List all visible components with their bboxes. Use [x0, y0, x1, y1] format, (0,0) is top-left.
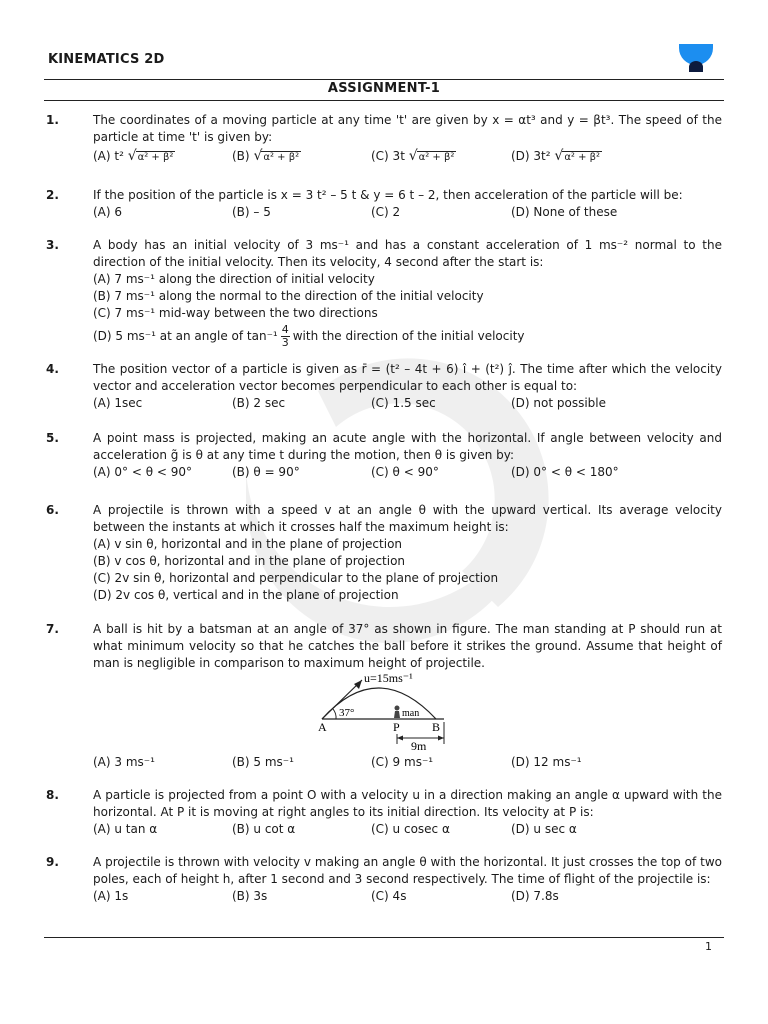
- option-a: (A) 1sec: [93, 396, 143, 410]
- question-stem: A projectile is thrown with a speed v at an angle θ with the upward vertical. Its average velocity between the instants at which it crosses half the maximum height is:: [93, 503, 722, 534]
- option-b: (B) 5 ms⁻¹: [232, 755, 294, 769]
- fraction: $\frac{4}{3}$: [281, 323, 289, 349]
- option-d: (D) 7.8s: [511, 889, 559, 903]
- option-d: (D) not possible: [511, 396, 607, 410]
- header-rule: [44, 79, 724, 80]
- footer-rule: [44, 937, 724, 938]
- question-number: 1.: [46, 113, 59, 127]
- option-a: (A) 0° < θ < 90°: [93, 465, 192, 479]
- options-row: [93, 464, 722, 481]
- question-number: 7.: [46, 622, 59, 636]
- option-c: (C) 4s: [371, 889, 407, 903]
- angle-arc: [333, 709, 336, 719]
- option-c: (C) 2: [371, 205, 401, 219]
- option-b: (B) u cot α: [232, 822, 296, 836]
- option-b: (B) v cos θ, horizontal and in the plane of projection: [93, 554, 406, 568]
- unacademy-logo-icon: [679, 44, 713, 74]
- option-c: (C) 1.5 sec: [371, 396, 436, 410]
- option-d: (D) 5 ms⁻¹ at an angle of tan⁻¹ $\frac{4}{3}$ with the direction of the initial velocity: [93, 323, 525, 349]
- question-stem: A projectile is thrown with velocity v making an angle θ with the horizontal. It just crosses the top of two poles, each of height h, after 1 second and 3 second respectively. The time of flight of the projectile is:: [93, 855, 722, 886]
- option-b: (B) – 5: [232, 205, 271, 219]
- options-row: [93, 395, 722, 412]
- question-stem: A point mass is projected, making an acute angle with the horizontal. If angle between velocity and acceleration g̃ is θ at any time t during the motion, then θ is given by:: [93, 431, 722, 462]
- option-c: (C) θ < 90°: [371, 465, 439, 479]
- option-c: (C) 2v sin θ, horizontal and perpendicular to the plane of projection: [93, 571, 499, 585]
- point-a-label: A: [318, 720, 327, 734]
- options-row: [93, 204, 722, 221]
- question-stem: The position vector of a particle is given as r̄ = (t² – 4t + 6) î + (t²) ĵ. The time after which the velocity vector and acceleration vector becomes perpendicular to each other is equal to:: [93, 362, 722, 393]
- option-c: (C) u cosec α: [371, 822, 450, 836]
- assignment-title: ASSIGNMENT-1: [327, 81, 441, 96]
- option-a: (A) 7 ms⁻¹ along the direction of initial velocity: [93, 272, 375, 286]
- question-number: 4.: [46, 362, 59, 376]
- option-b: (B) 7 ms⁻¹ along the normal to the direction of the initial velocity: [93, 289, 484, 303]
- man-label: man: [402, 708, 420, 719]
- assignment-rule: [44, 100, 724, 101]
- page-header-title: KINEMATICS 2D: [48, 52, 165, 67]
- option-d: (D) 3t² √α² + β²: [511, 148, 601, 164]
- arrowhead: [354, 680, 362, 689]
- option-b: (B) 2 sec: [232, 396, 286, 410]
- question-number: 8.: [46, 788, 59, 802]
- question-stem: If the position of the particle is x = 3 t² – 5 t & y = 6 t – 2, then acceleration of the particle will be:: [93, 188, 683, 202]
- option-b: (B) θ = 90°: [232, 465, 300, 479]
- option-c: (C) 9 ms⁻¹: [371, 755, 434, 769]
- option-d: (D) None of these: [511, 205, 618, 219]
- option-a: (A) 1s: [93, 889, 129, 903]
- distance-label: 9m: [411, 739, 427, 752]
- question-stem: A ball is hit by a batsman at an angle of 37° as shown in figure. The man standing at P should run at what minimum velocity so that he catches the ball before it strikes the ground. Assume that height of man is negligible in comparison to maximum height of projectile.: [93, 622, 722, 670]
- option-d: (D) u sec α: [511, 822, 577, 836]
- question-number: 5.: [46, 431, 59, 445]
- option-a: (A) v sin θ, horizontal and in the plane of projection: [93, 537, 403, 551]
- option-a: (A) t² √α² + β²: [93, 148, 174, 164]
- option-c: (C) 3t √α² + β²: [371, 148, 455, 164]
- options-row: [93, 888, 722, 905]
- angle-label: 37°: [339, 707, 355, 719]
- option-d: (D) 0° < θ < 180°: [511, 465, 619, 479]
- point-p-label: P: [393, 720, 400, 734]
- question-number: 2.: [46, 188, 59, 202]
- option-d: (D) 12 ms⁻¹: [511, 755, 582, 769]
- option-c: (C) 7 ms⁻¹ mid-way between the two directions: [93, 306, 378, 320]
- option-b: (B) √α² + β²: [232, 148, 300, 164]
- option-a: (A) u tan α: [93, 822, 158, 836]
- options-row: [93, 754, 722, 771]
- option-d: (D) 2v cos θ, vertical and in the plane of projection: [93, 588, 399, 602]
- question-stem: The coordinates of a moving particle at any time 't' are given by x = αt³ and y = βt³. The speed of the particle at time 't' is given by:: [93, 113, 722, 144]
- velocity-label: u=15ms⁻¹: [364, 672, 413, 685]
- option-b: (B) 3s: [232, 889, 268, 903]
- option-a: (A) 3 ms⁻¹: [93, 755, 155, 769]
- man-icon: [394, 706, 400, 719]
- point-b-label: B: [432, 720, 441, 734]
- options-row: [93, 821, 722, 838]
- question-number: 9.: [46, 855, 59, 869]
- question-stem: A particle is projected from a point O with a velocity u in a direction making an angle α upward with the horizontal. At P it is moving at right angles to its initial direction. Its velocity at P is:: [93, 788, 722, 819]
- question-number: 6.: [46, 503, 59, 517]
- projectile-figure: [318, 672, 458, 752]
- question-stem: A body has an initial velocity of 3 ms⁻¹ and has a constant acceleration of 1 ms⁻² normal to the direction of the initial velocity. Then its velocity, 4 second after the start is:: [93, 238, 722, 269]
- question-number: 3.: [46, 238, 59, 252]
- options-row: [93, 148, 722, 168]
- option-a: (A) 6: [93, 205, 123, 219]
- page-number: 1: [705, 940, 712, 953]
